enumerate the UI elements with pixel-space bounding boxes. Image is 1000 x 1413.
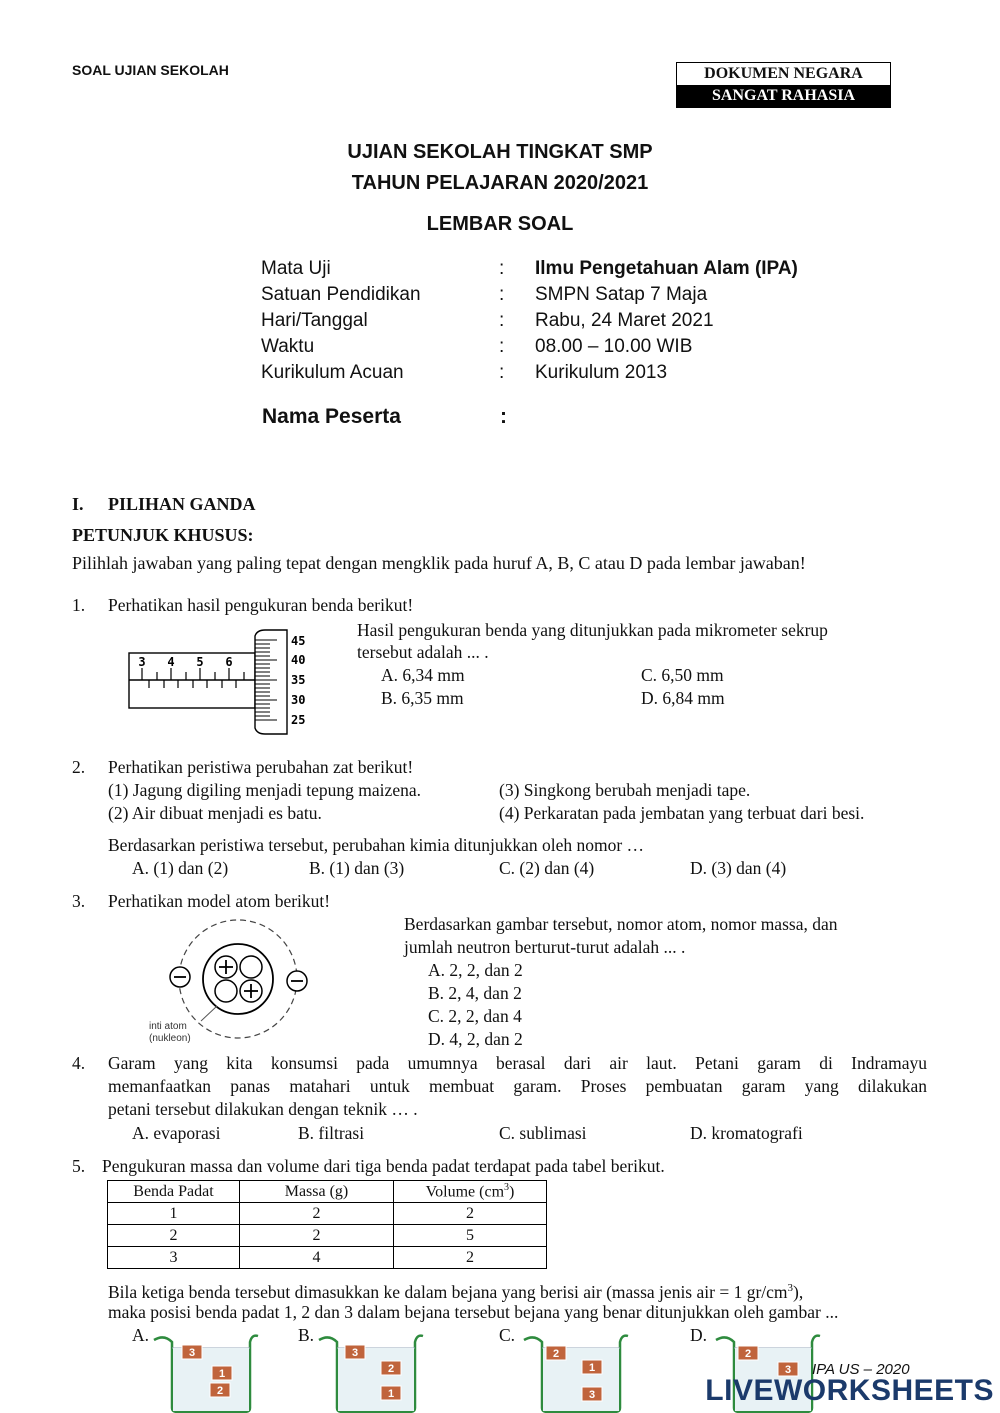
q5-option-a[interactable]: A. <box>132 1325 150 1345</box>
q2-option-d[interactable]: D. (3) dan (4) <box>690 858 787 878</box>
beaker-a-block-label: 2 <box>216 1385 224 1397</box>
micrometer-main-label: 5 <box>196 655 204 669</box>
micrometer-main-label: 4 <box>167 655 175 669</box>
q1-prompt: Perhatikan hasil pengukuran benda berikut! <box>108 595 414 615</box>
q2-question: Berdasarkan peristiwa tersebut, perubahan kimia ditunjukkan oleh nomor … <box>108 835 645 855</box>
section-number: I. <box>72 494 84 514</box>
beaker-b-block-label: 1 <box>387 1388 395 1400</box>
q3-prompt: Perhatikan model atom berikut! <box>108 891 331 911</box>
table-cell: 2 <box>240 1225 394 1247</box>
micrometer-thimble-label: 40 <box>291 653 306 667</box>
beaker-a-block-label: 1 <box>218 1368 226 1380</box>
info-row <box>261 310 881 336</box>
q5-text-sup: 3 <box>787 1282 794 1294</box>
mass-volume-table <box>107 1180 547 1269</box>
q5-option-d[interactable]: D. <box>690 1325 708 1345</box>
q5-number: 5. <box>72 1156 86 1176</box>
table-cell: 4 <box>240 1247 394 1269</box>
q4-option-d[interactable]: D. kromatografi <box>690 1123 803 1143</box>
q2-item-3: (3) Singkong berubah menjadi tape. <box>499 780 751 800</box>
exam-info <box>261 258 881 388</box>
beaker-d-block-label: 3 <box>784 1364 792 1376</box>
micrometer-thimble-label: 45 <box>291 634 306 648</box>
beaker-c[interactable] <box>520 1332 630 1413</box>
info-value: 08.00 – 10.00 WIB <box>535 336 693 357</box>
table-row <box>108 1225 547 1247</box>
q2-option-b[interactable]: B. (1) dan (3) <box>309 858 405 878</box>
document-stamp <box>676 62 891 108</box>
q1-text-line-1: Hasil pengukuran benda yang ditunjukkan pada mikrometer sekrup <box>357 620 828 640</box>
beaker-d-block-label: 2 <box>744 1348 752 1360</box>
micrometer-thimble-label: 30 <box>291 693 306 707</box>
info-row <box>261 336 881 362</box>
table-cell: 5 <box>394 1225 547 1247</box>
q2-item-4: (4) Perkaratan pada jembatan yang terbuat dari besi. <box>499 803 865 823</box>
q2-number: 2. <box>72 757 86 777</box>
participant-name-label: Nama Peserta <box>262 405 401 428</box>
info-colon: : <box>499 336 505 357</box>
footer-code: IPA US – 2020 <box>812 1361 910 1378</box>
q5-option-c[interactable]: C. <box>499 1325 516 1345</box>
atom-label-nucleon: (nukleon) <box>149 1033 191 1044</box>
q2-item-2: (2) Air dibuat menjadi es batu. <box>108 803 322 823</box>
q4-option-c[interactable]: C. sublimasi <box>499 1123 587 1143</box>
table-cell: 2 <box>394 1203 547 1225</box>
q4-line-2: memanfaatkan panas matahari untuk membuat garam. Proses pembuatan garam yang dilakukan <box>108 1076 927 1096</box>
q1-option-c[interactable]: C. 6,50 mm <box>641 665 724 685</box>
section-title: PILIHAN GANDA <box>108 494 256 514</box>
q3-option-b[interactable]: B. 2, 4, dan 2 <box>428 983 522 1003</box>
title-line-3: LEMBAR SOAL <box>426 213 574 235</box>
q5-text-line-2: maka posisi benda padat 1, 2 dan 3 dalam bejana tersebut bejana yang benar ditunjukkan oleh gambar ... <box>108 1302 839 1322</box>
q1-option-b[interactable]: B. 6,35 mm <box>381 688 464 708</box>
instructions-heading: PETUNJUK KHUSUS: <box>72 525 254 545</box>
title-line-2: TAHUN PELAJARAN 2020/2021 <box>351 172 649 194</box>
stamp-top-text: DOKUMEN NEGARA <box>704 65 863 82</box>
q5-text-line-1b: ), <box>793 1281 804 1302</box>
info-label: Waktu <box>261 336 315 357</box>
info-colon: : <box>499 310 505 331</box>
atom-model-diagram <box>145 918 315 1048</box>
table-header: Massa (g) <box>240 1181 394 1203</box>
info-value: Rabu, 24 Maret 2021 <box>535 310 714 331</box>
q2-item-1: (1) Jagung digiling menjadi tepung maizena. <box>108 780 421 800</box>
info-colon: : <box>499 258 505 279</box>
q1-option-d[interactable]: D. 6,84 mm <box>641 688 725 708</box>
table-header <box>394 1181 547 1203</box>
info-row <box>261 258 881 284</box>
table-header-close: ) <box>509 1183 515 1201</box>
micrometer-main-label: 6 <box>225 655 233 669</box>
header-label: SOAL UJIAN SEKOLAH <box>72 62 229 78</box>
info-label: Mata Uji <box>261 258 331 279</box>
stamp-bottom-text: SANGAT RAHASIA <box>677 85 890 107</box>
participant-name-colon: : <box>500 405 507 428</box>
beaker-c-block-label: 2 <box>552 1348 560 1360</box>
beaker-b[interactable] <box>315 1332 425 1413</box>
table-header-sup: 3 <box>504 1181 510 1193</box>
info-colon: : <box>499 284 505 305</box>
q1-option-a[interactable]: A. 6,34 mm <box>381 665 465 685</box>
q5-prompt: Pengukuran massa dan volume dari tiga benda padat terdapat pada tabel berikut. <box>102 1156 665 1176</box>
table-cell: 1 <box>108 1203 240 1225</box>
liveworksheets-watermark: LIVEWORKSHEETS <box>705 1374 994 1407</box>
info-label: Satuan Pendidikan <box>261 284 421 305</box>
q3-option-c[interactable]: C. 2, 2, dan 4 <box>428 1006 522 1026</box>
q3-number: 3. <box>72 891 86 911</box>
beaker-b-block-label: 3 <box>351 1347 359 1359</box>
q3-text-line-1: Berdasarkan gambar tersebut, nomor atom, nomor massa, dan <box>404 914 838 934</box>
micrometer-diagram <box>125 626 325 738</box>
instructions-text: Pilihlah jawaban yang paling tepat dengan mengklik pada huruf A, B, C atau D pada lembar jawaban! <box>72 553 806 573</box>
info-colon: : <box>499 362 505 383</box>
table-header-volume: Volume (cm <box>425 1183 505 1201</box>
table-cell: 2 <box>394 1247 547 1269</box>
beaker-b-block-label: 2 <box>387 1363 395 1375</box>
info-row <box>261 362 881 388</box>
q4-option-b[interactable]: B. filtrasi <box>298 1123 365 1143</box>
micrometer-thimble-label: 35 <box>291 673 306 687</box>
q5-text-line-1 <box>108 1277 946 1304</box>
atom-label-nucleus: inti atom <box>149 1021 187 1032</box>
info-value: SMPN Satap 7 Maja <box>535 284 708 305</box>
table-header-row <box>108 1181 547 1203</box>
q5-option-b[interactable]: B. <box>298 1325 315 1345</box>
q4-line-3: petani tersebut dilakukan dengan teknik … . <box>108 1099 418 1119</box>
info-value: Kurikulum 2013 <box>535 362 668 383</box>
info-label: Hari/Tanggal <box>261 310 368 331</box>
q4-number: 4. <box>72 1053 86 1073</box>
beaker-a[interactable] <box>150 1332 260 1413</box>
micrometer-thimble-label: 25 <box>291 713 306 727</box>
q2-option-a[interactable]: A. (1) dan (2) <box>132 858 229 878</box>
q2-option-c[interactable]: C. (2) dan (4) <box>499 858 595 878</box>
q4-line-1: Garam yang kita konsumsi pada umumnya berasal dari air laut. Petani garam di Indramayu <box>108 1053 927 1073</box>
table-row <box>108 1247 547 1269</box>
q3-option-d[interactable]: D. 4, 2, dan 2 <box>428 1029 523 1049</box>
beaker-c-block-label: 1 <box>588 1362 596 1374</box>
beaker-c-block-label: 3 <box>588 1389 596 1401</box>
title-line-1: UJIAN SEKOLAH TINGKAT SMP <box>347 141 653 163</box>
table-header: Benda Padat <box>108 1181 240 1203</box>
info-label: Kurikulum Acuan <box>261 362 404 383</box>
q3-option-a[interactable]: A. 2, 2, dan 2 <box>428 960 523 980</box>
info-value: Ilmu Pengetahuan Alam (IPA) <box>535 258 798 279</box>
table-cell: 2 <box>240 1203 394 1225</box>
info-row <box>261 284 881 310</box>
q5-text-line-1a: Bila ketiga benda tersebut dimasukkan ke dalam bejana yang berisi air (massa jenis air = 1 gr/cm <box>108 1281 788 1302</box>
beaker-a-block-label: 3 <box>188 1347 196 1359</box>
table-cell: 3 <box>108 1247 240 1269</box>
micrometer-main-label: 3 <box>138 655 146 669</box>
q4-option-a[interactable]: A. evaporasi <box>132 1123 221 1143</box>
table-cell: 2 <box>108 1225 240 1247</box>
q1-text-line-2: tersebut adalah ... . <box>357 642 489 662</box>
table-row <box>108 1203 547 1225</box>
q2-prompt: Perhatikan peristiwa perubahan zat berikut! <box>108 757 414 777</box>
q1-number: 1. <box>72 595 86 615</box>
q3-text-line-2: jumlah neutron berturut-turut adalah ... . <box>404 937 686 957</box>
